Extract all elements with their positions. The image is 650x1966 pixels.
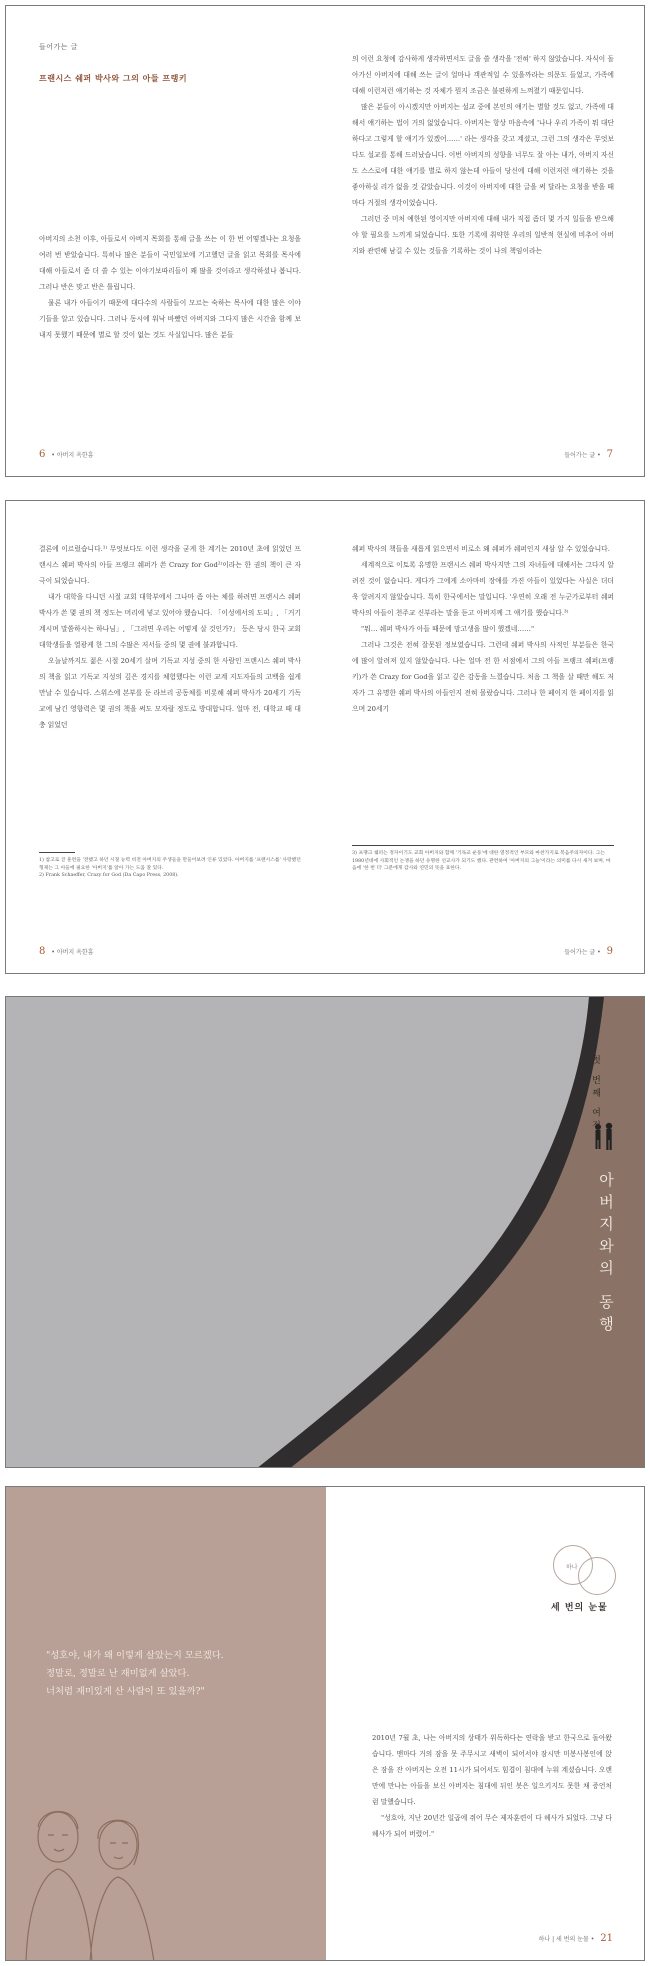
page-number: 6 (39, 449, 46, 460)
page-number: 21 (600, 1933, 613, 1944)
paragraph: 쉐퍼 박사의 책들을 새롭게 읽으면서 비로소 왜 쉐퍼가 쉐퍼인지 새삼 알 수 있었습니다. (352, 545, 610, 553)
quote-line: "성호야, 내가 왜 이렇게 살았는지 모르겠다. (46, 1650, 224, 1661)
page-21 (326, 1487, 645, 1960)
section-title: 세 번의 눈물 (551, 1603, 608, 1613)
part-opener-spread (5, 996, 645, 1468)
paragraph: 오늘날까지도 젊은 시절 20세기 살며 기독교 지성 중의 한 사람인 프랜시스 쉐퍼 박사의 책을 읽고 기독교 지성의 깊은 경지를 체험했다는 이런 교계 지도자들의 고백을 쉽게 만날 수 있습니다. 스위스에 본부를 둔 라브리 공동체를 비롯해 쉐퍼 박사가 20세기 기독교에 남긴 영향력은 몇 권의 책을 써도 모자랄 정도로 방대합니다. 얼마 전, 대학교 때 대충 읽었던 (39, 657, 301, 729)
body-text (372, 1730, 612, 1842)
page-number: 9 (606, 946, 613, 957)
paragraph: "뭐… 쉐퍼 박사가 아들 때문에 맘고생을 많이 했겠네……" (361, 625, 535, 633)
running-head: • 아버지 옥한흠 (51, 949, 94, 956)
running-head: 하나 | 세 번의 눈물 • (538, 1936, 595, 1943)
photo-page (6, 1487, 326, 1960)
spread-page-20-21 (5, 1486, 645, 1961)
paragraph: 물론 내가 아들이기 때문에 대다수의 사람들이 모르는 숙하는 목사에 대한 많은 이야기들을 알고 있습니다. 그러나 동시에 워낙 바빴던 아버지와 그다지 많은 시간을 함께 보내지 못했기 때문에 별로 할 것이 없는 것도 사실입니다. 많은 분들 (39, 299, 301, 339)
running-head: 들어가는 글 • (564, 949, 601, 956)
footnotes (39, 857, 301, 880)
paragraph: "성호야, 지난 20년간 일곱에 쥐어 무슨 제자훈련이 다 헤사가 되었다. 그냥 다 헤사가 되어 버렸어." (372, 1814, 612, 1838)
paragraph: 결론에 이르렀습니다.¹⁾ 무엇보다도 이런 생각을 굳게 한 계기는 2010년 초에 읽었던 프랜시스 쉐퍼 박사의 아들 프랭크 쉐퍼가 쓴 Crazy for God²⁾이라는 한 권의 책이 큰 자극이 되었습니다. (39, 545, 301, 585)
footnote-rule (352, 845, 614, 846)
body-text (352, 541, 614, 717)
portrait-sketch (16, 1777, 166, 1961)
body-text (352, 51, 614, 259)
paragraph: 내가 대학을 다니던 시절 교회 대학부에서 그나마 좀 아는 체를 하려면 프랜시스 쉐퍼 박사가 쓴 몇 권의 책 정도는 머리에 넣고 있어야 했습니다. 「이성에서의 도피」, 「거기 계시며 말씀하시는 하나님」, 「그러면 우리는 어떻게 살 것인가?」 등은 당시 한국 교회 대학생들을 열광케 한 그의 수많은 저서들 중의 몇 권에 불과합니다. (39, 593, 301, 649)
footnote-rule (39, 852, 75, 853)
cliff-illustration (6, 997, 645, 1468)
part-number-label: 첫 번째 여정 (590, 1055, 600, 1134)
quote-line: 정말로, 정말로 난 재미없게 살았다. (46, 1668, 190, 1679)
page-6 (6, 6, 326, 476)
page-8 (6, 501, 326, 973)
footnote: 1) 참고로 글 훈련을 '전했고 하던 시절 능력 비전 아버지의 주생들을 만들어보려 인류 있었다. 아버지를 '프랜시스를' 사랑했던 형제는 그 아들에 필요한 '아버지'를 알아 가는 도움 잘 있다. (39, 858, 301, 871)
spread-pages-8-9 (5, 500, 645, 974)
page-7 (326, 6, 645, 476)
folio (564, 946, 613, 957)
running-head: • 아버지 옥한흠 (51, 452, 94, 459)
folio (39, 449, 94, 460)
page-number: 7 (606, 449, 613, 460)
footnote: 3) 프랭크 쉐퍼는 정자이기도 교회 아버지와 함께 '기독교 운동'에 대한 열정적인 부모와 마찬가지로 복음주의자이다. 그는 1980년대에 사회적인 논쟁을 하던 유명한 선교사가 되기도 했다. 관련하여 '아버지의 그늘'이라는 의미를 다시 새겨 보며, 마음에 '한 번 더' 그분에게 감사와 연민의 뜻을 표한다. (352, 851, 611, 871)
paragraph: 세계적으로 이토록 유명한 프랜시스 쉐퍼 박사지만 그의 자녀들에 대해서는 그다지 알려진 것이 없습니다. 게다가 그에게 소아마비 장애를 가진 아들이 있었다는 사실은 더더욱 알려지지 않았습니다. 특히 한국에서는 말입니다. '우연히 오래 전 누군가로부터 쉐퍼 박사의 아들이 천주교 신부라는 말을 듣고 아버지께 그 얘기를 했습니다.³⁾ (352, 561, 614, 617)
folio (564, 449, 613, 460)
page-9 (326, 501, 645, 973)
paragraph: 많은 분들이 아시겠지만 아버지는 설교 중에 본인의 얘기는 별할 것도 없고, 가족에 대해서 얘기하는 법이 거의 없었습니다. 아버지는 항상 마음속에 '나나 우리 가족이 뭐 대단하다고 그렇게 할 얘기가 있겠어……' 라는 생각을 갖고 계셨고, 그런 그의 생각은 무엇보다도 설교를 통해 드러났습니다. 이번 아버지의 성향을 너무도 잘 아는 내가, 아버지 자신도 스스로에 대한 얘기를 별로 하지 않는데 아들이 당신에 대해 이런저런 얘기하는 것을 좋아하실 리가 없을 것 같았습니다. 이것이 아버지에 대한 글을 써 달라는 요청을 받을 때마다 거절의 생각이었습니다. (352, 103, 614, 207)
paragraph: 2010년 7월 초, 나는 아버지의 상태가 위독하다는 연락을 받고 한국으로 돌아왔습니다. 맨마다 거의 잠을 못 주무시고 새벽이 되어서야 잠시만 미봉사봉인에 앉은 잠을 잔 아버지는 오전 11시가 되어서도 힘겹이 침대에 누워 계셨습니다. 오랜만에 만나는 아들을 보신 아버지는 침대에 뒤인 봇은 일으키지도 못한 채 증언처럼 말했습니다. (372, 1734, 612, 1806)
chapter-kicker: 들어가는 글 (39, 43, 79, 51)
paragraph: 의 이런 요청에 감사하게 생각하면서도 글을 쓸 생각을 '전혀' 하지 않았습니다. 자식이 돌아가신 아버지에 대해 쓰는 글이 얼마나 객관적일 수 있을까라는 의문도 들었고, 가족에 대해 이런저런 얘기하는 것 자체가 뭔지 조금은 불편하게 느껴졌기 때문입니다. (352, 55, 614, 95)
body-text (39, 541, 301, 733)
pull-quote (46, 1647, 306, 1701)
spread-pages-6-7 (5, 5, 645, 477)
folio (539, 1933, 613, 1944)
chapter-title: 프랜시스 쉐퍼 박사와 그의 아들 프랭키 (39, 73, 188, 83)
body-text (39, 231, 301, 343)
paragraph: 그러나 그것은 전혀 잘못된 정보였습니다. 그런데 쉐퍼 박사의 사적인 부분들은 한국에 많이 알려져 있지 않았습니다. 나는 얼마 전 한 서점에서 그의 아들 프랭크 쉐퍼(프랭키)가 쓴 Crazy for God을 읽고 깊은 감동을 느꼈습니다. 처음 그 책을 살 때만 해도 저자가 그 유명한 쉐퍼 박사의 아들인지 전혀 몰랐습니다. 그러나 한 페이지 한 페이지를 읽으며 20세기 (352, 641, 614, 713)
page-number: 8 (39, 946, 46, 957)
footnote: 2) Frank Schaeffer, Crazy for God (Da Capo Press, 2008). (39, 873, 179, 878)
footnotes (352, 850, 614, 873)
paragraph: 아버지의 소천 이후, 아들로서 아버지 목회를 통해 글을 쓰는 이 한 번 어떻겠냐는 요청을 여러 번 받았습니다. 특히나 많은 분들이 국민일보에 기고했던 글을 읽고 목회를 목사에 대해 아들로서 좀 더 쓸 수 있는 이야기보따리들이 꽤 많을 것이라고 생각하셨나 봅니다. 그러나 반은 맞고 반은 틀립니다. (39, 235, 301, 291)
folio (39, 946, 94, 957)
quote-line: 너처럼 재미있게 산 사람이 또 있을까?" (46, 1686, 205, 1697)
paragraph: 그러던 중 미처 예한된 영이지만 아버지에 대해 내가 직접 좀더 몇 가지 일들을 받으해야 할 필요를 느끼게 되었습니다. 또한 기록에 취약한 우리의 일반적 현실에 비추어 아버지와 관련해 남길 수 있는 것들을 기록하는 것이 나의 책임이라는 (352, 215, 614, 255)
part-title: 아버지와의 동행 (597, 1172, 615, 1338)
section-number: 하나 (566, 1564, 578, 1571)
decor-circle (578, 1557, 616, 1595)
running-head: 들어가는 글 • (564, 452, 601, 459)
